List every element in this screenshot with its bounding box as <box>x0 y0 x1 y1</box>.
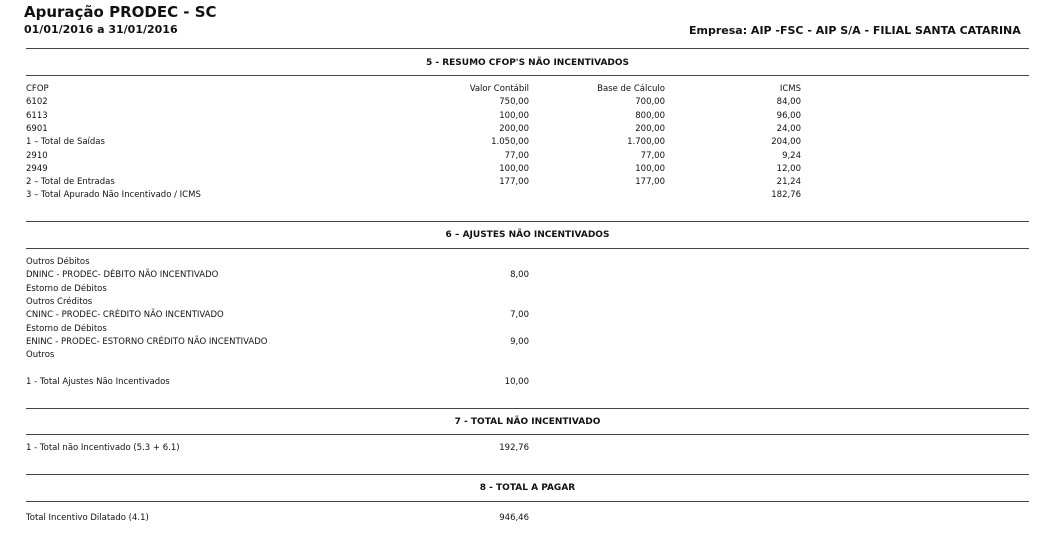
col-header-base: Base de Cálculo <box>597 84 665 94</box>
divider <box>26 501 1029 502</box>
cell-icms: 12,00 <box>776 164 801 174</box>
adjust-label: ENINC - PRODEC- ESTORNO CRÉDITO NÃO INCENTIVADO <box>26 337 268 347</box>
total-nao-incentivado-value: 192,76 <box>499 443 529 453</box>
section8-title: 8 - TOTAL A PAGAR <box>479 483 576 493</box>
company-name: Empresa: AIP -FSC - AIP S/A - FILIAL SANTA CATARINA <box>689 24 1021 37</box>
cell-base: 100,00 <box>635 164 665 174</box>
total-incentivo-label: Total Incentivo Dilatado (4.1) <box>26 513 149 523</box>
cell-base: 700,00 <box>635 97 665 107</box>
cell-icms: 9,24 <box>782 151 801 161</box>
total-nao-incentivado-label: 1 - Total não Incentivado (5.3 + 6.1) <box>26 443 180 453</box>
total-incentivo-value: 946,46 <box>499 513 529 523</box>
cell-valor: 750,00 <box>499 97 529 107</box>
cell-valor: 77,00 <box>504 151 529 161</box>
cell-cfop: 2910 <box>26 151 48 161</box>
cell-cfop: 1 – Total de Saídas <box>26 137 105 147</box>
adjust-total-value: 10,00 <box>504 377 529 387</box>
adjust-total-label: 1 - Total Ajustes Não Incentivados <box>26 377 170 387</box>
cell-valor: 1.050,00 <box>491 137 529 147</box>
adjust-label: Outros Débitos <box>26 257 90 267</box>
cell-cfop: 6113 <box>26 111 48 121</box>
cell-valor: 177,00 <box>499 177 529 187</box>
cell-valor: 200,00 <box>499 124 529 134</box>
report-title: Apuração PRODEC - SC <box>24 3 217 21</box>
divider <box>26 75 1029 76</box>
divider <box>26 408 1029 409</box>
cell-cfop: 6102 <box>26 97 48 107</box>
divider <box>26 248 1029 249</box>
cell-icms: 204,00 <box>771 137 801 147</box>
col-header-valor: Valor Contábil <box>469 84 529 94</box>
cell-base: 77,00 <box>640 151 665 161</box>
cell-base: 1.700,00 <box>627 137 665 147</box>
section6-title: 6 – AJUSTES NÃO INCENTIVADOS <box>445 230 610 240</box>
section7-title: 7 - TOTAL NÃO INCENTIVADO <box>454 417 601 427</box>
cell-valor: 100,00 <box>499 164 529 174</box>
adjust-label: CNINC - PRODEC- CRÉDITO NÃO INCENTIVADO <box>26 310 224 320</box>
adjust-label: Estorno de Débitos <box>26 284 107 294</box>
divider <box>26 434 1029 435</box>
divider <box>26 48 1029 49</box>
col-header-cfop: CFOP <box>26 84 49 94</box>
cell-icms: 24,00 <box>776 124 801 134</box>
cell-cfop: 2949 <box>26 164 48 174</box>
divider <box>26 474 1029 475</box>
cell-icms: 84,00 <box>776 97 801 107</box>
section5-title: 5 - RESUMO CFOP'S NÃO INCENTIVADOS <box>425 58 630 68</box>
cell-icms: 182,76 <box>771 190 801 200</box>
adjust-value: 7,00 <box>510 310 529 320</box>
cell-icms: 96,00 <box>776 111 801 121</box>
cell-icms: 21,24 <box>776 177 801 187</box>
cell-base: 200,00 <box>635 124 665 134</box>
adjust-label: Outros Créditos <box>26 297 93 307</box>
cell-valor: 100,00 <box>499 111 529 121</box>
adjust-label: Outros <box>26 350 55 360</box>
cell-cfop: 6901 <box>26 124 48 134</box>
cell-cfop: 2 – Total de Entradas <box>26 177 115 187</box>
adjust-label: DNINC - PRODEC- DÉBITO NÃO INCENTIVADO <box>26 270 219 280</box>
adjust-value: 8,00 <box>510 270 529 280</box>
cell-base: 177,00 <box>635 177 665 187</box>
col-header-icms: ICMS <box>779 84 801 94</box>
report-period: 01/01/2016 a 31/01/2016 <box>24 23 178 36</box>
cell-cfop: 3 – Total Apurado Não Incentivado / ICMS <box>26 190 201 200</box>
divider <box>26 221 1029 222</box>
adjust-label: Estorno de Débitos <box>26 324 107 334</box>
adjust-value: 9,00 <box>510 337 529 347</box>
cell-base: 800,00 <box>635 111 665 121</box>
